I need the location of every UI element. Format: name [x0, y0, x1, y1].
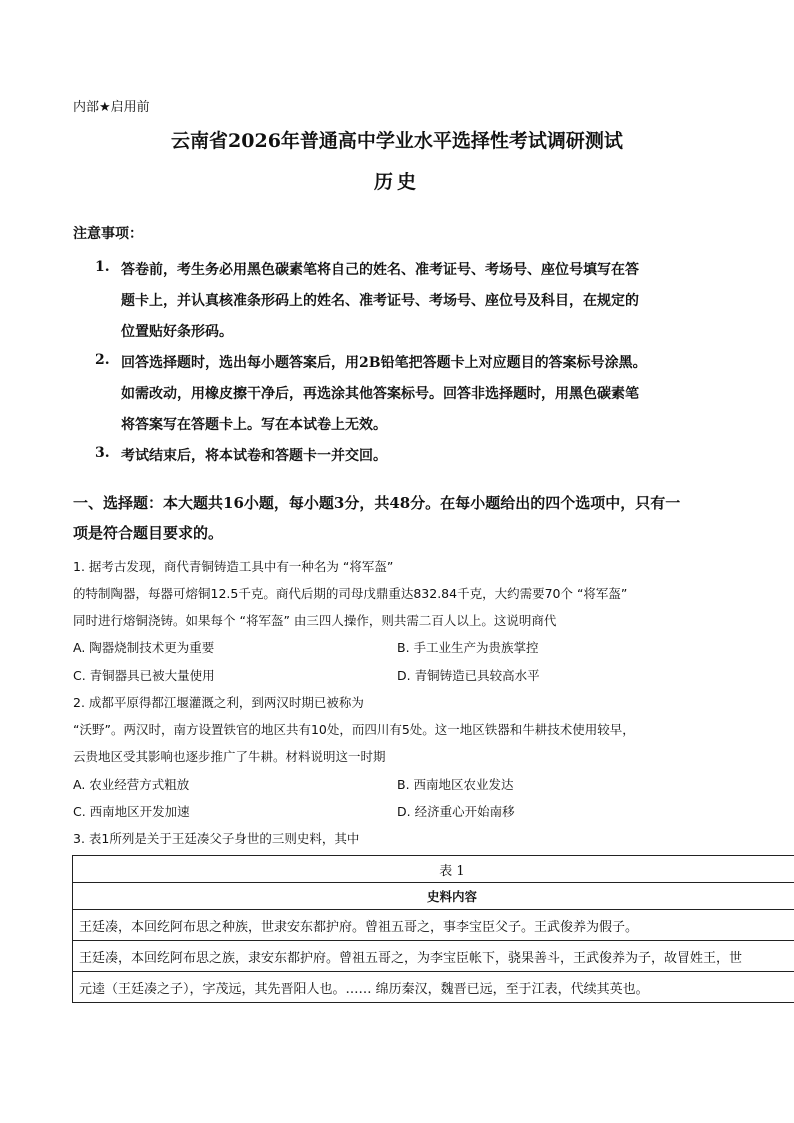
table-caption: 表 1 — [73, 856, 794, 883]
notice-item-line: 将答案写在答题卡上。写在本试卷上无效。 — [121, 417, 387, 433]
answer-option[interactable]: D. 青铜铸造已具较高水平 — [397, 668, 540, 683]
section-heading: 项是符合题目要求的。 — [73, 524, 224, 542]
notice-item-line: 考试结束后，将本试卷和答题卡一并交回。 — [121, 448, 387, 464]
notice-heading: 注意事项： — [73, 226, 143, 242]
subject-title: 历史 — [373, 171, 420, 193]
answer-option[interactable]: A. 农业经营方式粗放 — [73, 777, 190, 792]
notice-item-line: 题卡上，并认真核准条形码上的姓名、准考证号、考场号、座位号及科目，在规定的 — [121, 293, 639, 309]
notice-item-number: 1. — [95, 259, 110, 275]
question-text: 1. 据考古发现，商代青铜铸造工具中有一种名为 “将军盔” — [73, 559, 394, 574]
table-caption-row — [73, 856, 794, 883]
notice-item-number: 2. — [95, 352, 110, 368]
notice-item-line: 如需改动，用橡皮擦干净后，再选涂其他答案标号。回答非选择题时，用黑色碳素笔 — [121, 386, 639, 402]
table-cell: 元逵（王廷凑之子），字茂远，其先晋阳人也。…… 绵历秦汉，魏晋已远，至于江表，代续其英也。 — [73, 972, 794, 1003]
notice-item-line: 位置贴好条形码。 — [121, 324, 233, 340]
notice-item-number: 3. — [95, 445, 110, 461]
table-cell: 王廷凑，本回纥阿布思之族，隶安东都护府。曾祖五哥之，为李宝臣帐下，骁果善斗，王武俊养为子，故冒姓王，世 — [73, 941, 794, 972]
section-heading: 一、选择题：本大题共16小题，每小题3分，共48分。在每小题给出的四个选项中，只有一 — [73, 494, 681, 512]
table-header: 史料内容 — [73, 883, 794, 910]
table-row — [73, 941, 794, 972]
notice-item-line: 回答选择题时，选出每小题答案后，用2B铅笔把答题卡上对应题目的答案标号涂黑。 — [121, 355, 647, 371]
answer-option[interactable]: D. 经济重心开始南移 — [397, 804, 515, 819]
answer-option[interactable]: B. 手工业生产为贵族掌控 — [397, 640, 539, 655]
table-cell: 王廷凑，本回纥阿布思之种族，世隶安东都护府。曾祖五哥之，事李宝臣父子。王武俊养为假子。 — [73, 910, 794, 941]
history-table — [72, 855, 794, 1003]
question-text: 的特制陶器，每器可熔铜12.5千克。商代后期的司母戊鼎重达832.84千克，大约需要70个 “将军盔” — [73, 586, 628, 601]
question-text: 2. 成都平原得都江堰灌溉之利，到两汉时期已被称为 — [73, 695, 364, 710]
table-header-row — [73, 883, 794, 910]
question-text: “沃野”。两汉时，南方设置铁官的地区共有10处，而四川有5处。这一地区铁器和牛耕技术使用较早， — [73, 722, 635, 737]
question-text: 同时进行熔铜浇铸。如果每个 “将军盔” 由三四人操作，则共需二百人以上。这说明商代 — [73, 613, 557, 628]
exam-title: 云南省2026年普通高中学业水平选择性考试调研测试 — [171, 130, 623, 152]
answer-option[interactable]: A. 陶器烧制技术更为重要 — [73, 640, 215, 655]
answer-option[interactable]: C. 青铜器具已被大量使用 — [73, 668, 215, 683]
answer-option[interactable]: B. 西南地区农业发达 — [397, 777, 514, 792]
question-text: 云贵地区受其影响也逐步推广了牛耕。材料说明这一时期 — [73, 749, 386, 764]
internal-use-label: 内部★启用前 — [73, 100, 150, 115]
answer-option[interactable]: C. 西南地区开发加速 — [73, 804, 190, 819]
notice-item-line: 答卷前，考生务必用黑色碳素笔将自己的姓名、准考证号、考场号、座位号填写在答 — [121, 262, 639, 278]
table-row — [73, 910, 794, 941]
table-row — [73, 972, 794, 1003]
question-text: 3. 表1所列是关于王廷凑父子身世的三则史料，其中 — [73, 831, 360, 846]
